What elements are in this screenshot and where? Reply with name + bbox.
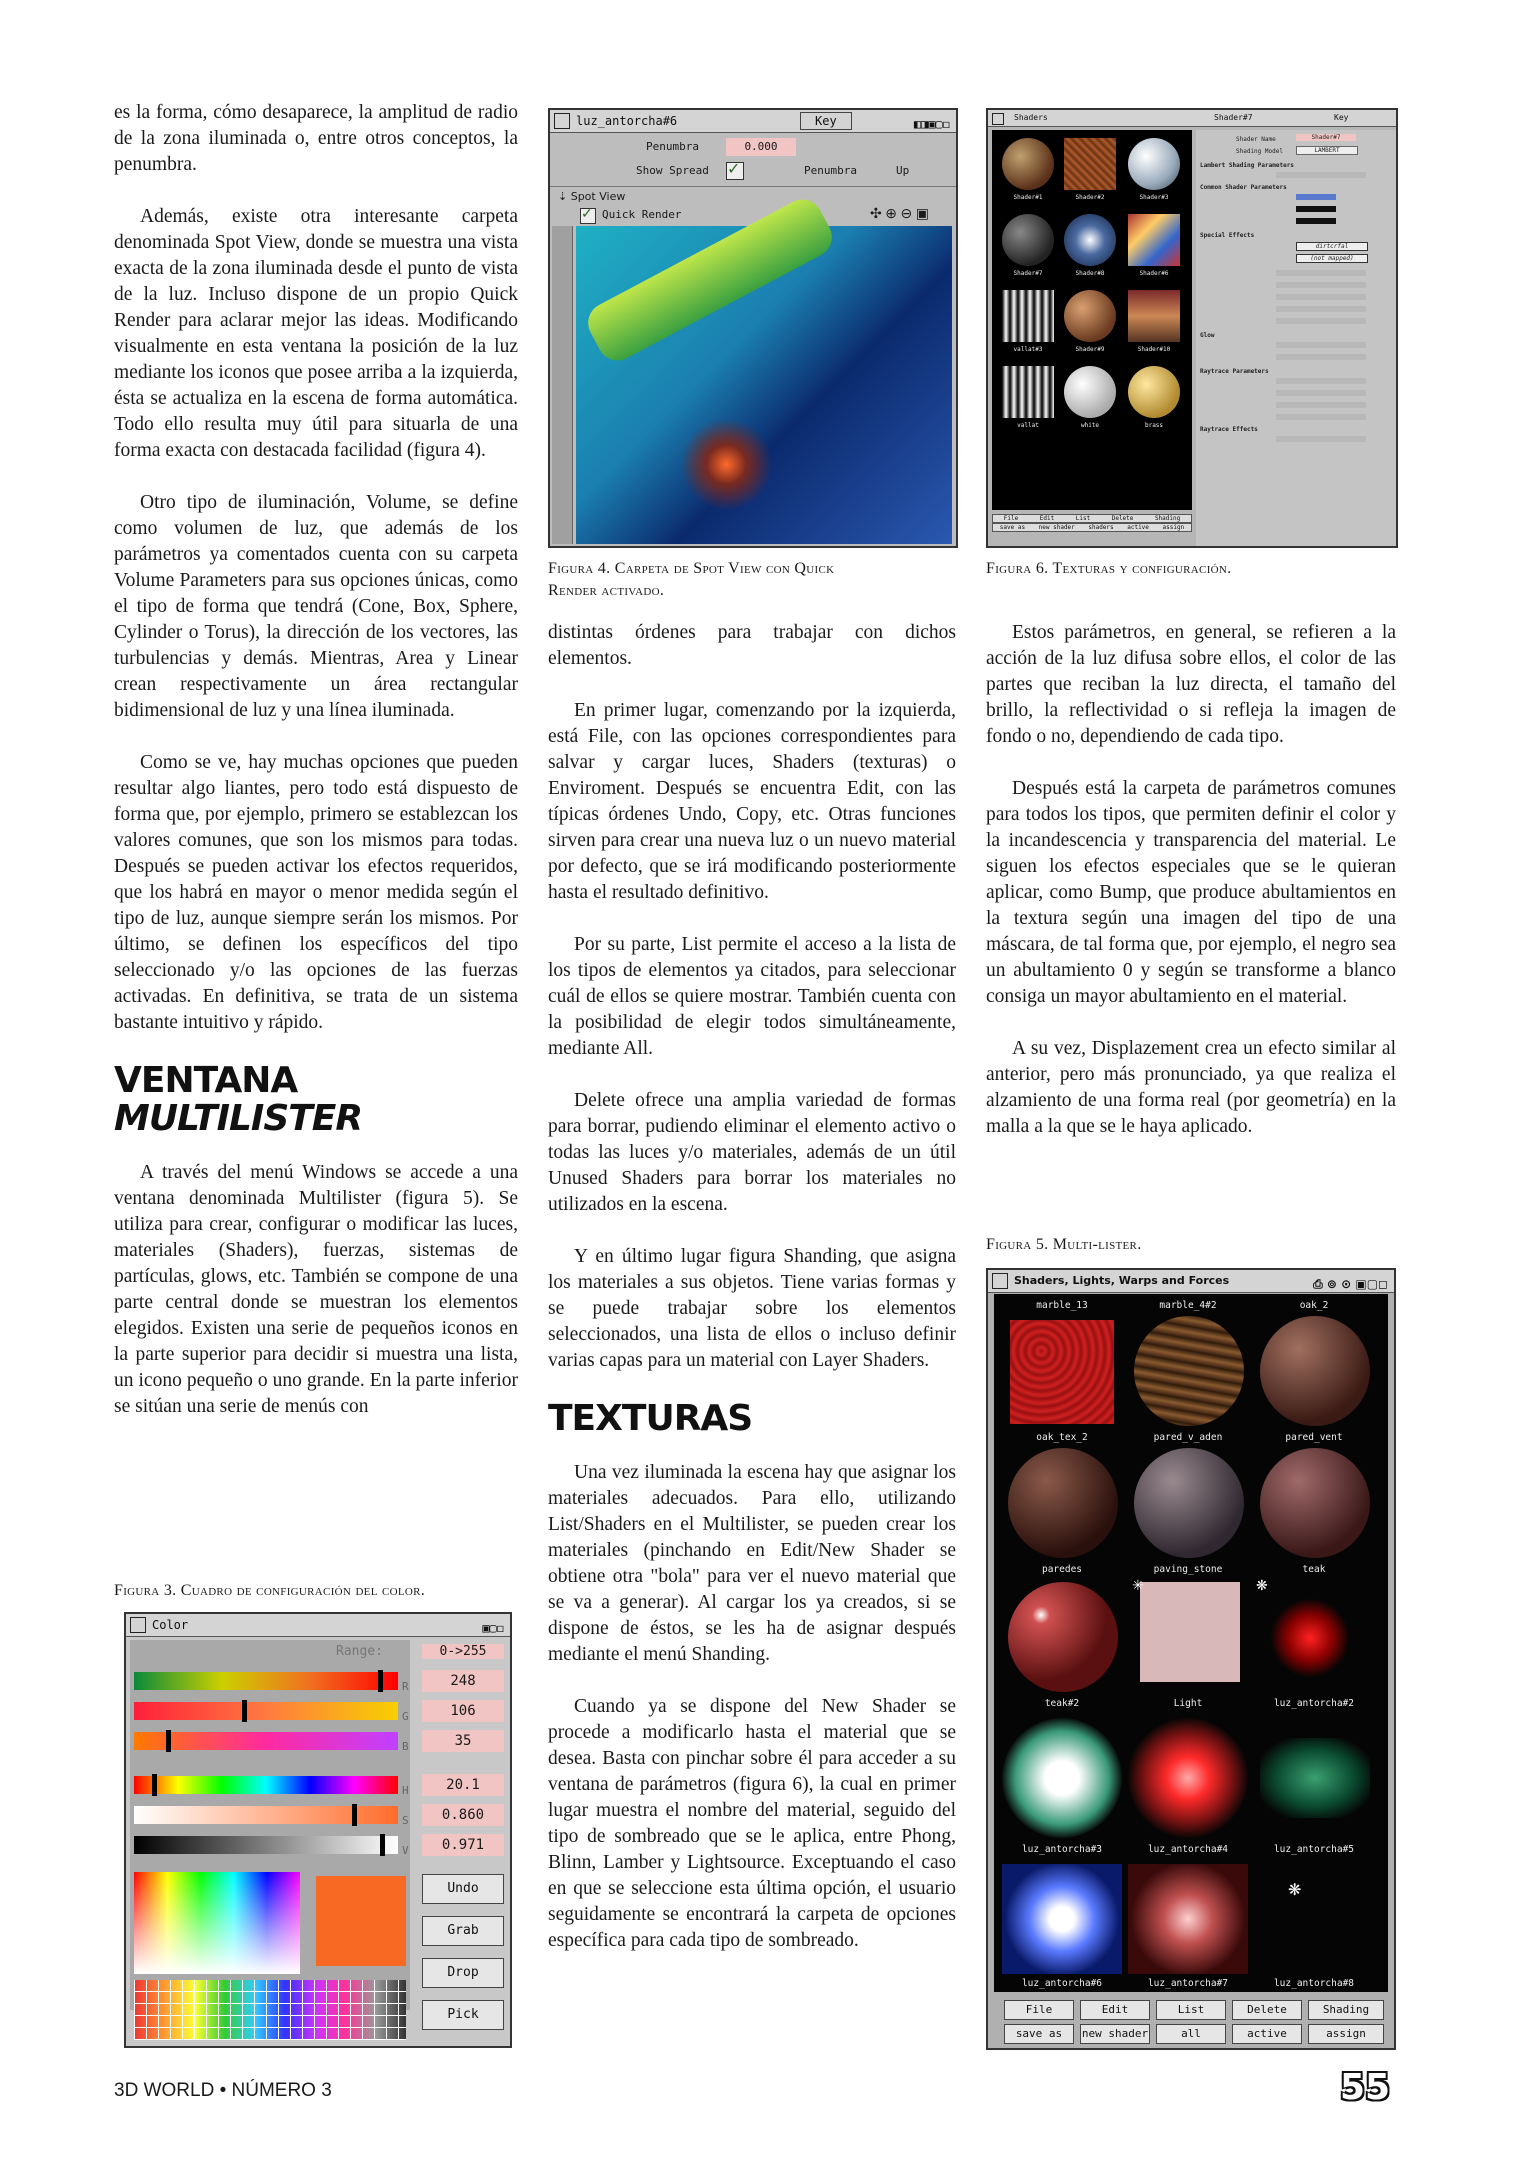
- shader-label: vallat#3: [1013, 346, 1043, 353]
- param-row[interactable]: [1276, 390, 1366, 396]
- close-icon[interactable]: [554, 113, 570, 129]
- bump-map-field[interactable]: dirtcrfal: [1296, 242, 1368, 251]
- shader-ball[interactable]: [1128, 290, 1180, 342]
- window-controls-icon[interactable]: ◧◨▣▢◻: [913, 117, 950, 131]
- shader-label: Shader#7: [1013, 270, 1043, 277]
- param-row[interactable]: [1276, 318, 1366, 324]
- section-special-effects[interactable]: Special Effects: [1200, 232, 1255, 239]
- shader-ball[interactable]: [1064, 214, 1116, 266]
- slider-handle[interactable]: [152, 1774, 157, 1796]
- shader-label: luz_antorcha#7: [1147, 1978, 1229, 1989]
- shader-ball[interactable]: [1064, 290, 1116, 342]
- light-swatch[interactable]: [1140, 1582, 1240, 1682]
- figure-4-caption-line-1: Figura 4. Carpeta de Spot View con Quick: [548, 560, 835, 577]
- saturation-value-field[interactable]: 0.860: [422, 1804, 504, 1826]
- quick-render-label: Quick Render: [602, 208, 682, 221]
- section-raytrace-parameters[interactable]: Raytrace Parameters: [1200, 368, 1269, 375]
- shader-label: teak: [1302, 1564, 1326, 1575]
- param-row[interactable]: [1276, 306, 1366, 312]
- shader-window-title: Shader#7: [1214, 113, 1253, 122]
- divider: [550, 186, 956, 187]
- hue-slider[interactable]: [134, 1776, 398, 1794]
- transparency-swatch[interactable]: [1296, 218, 1336, 224]
- menu-assign[interactable]: assign: [1162, 524, 1185, 531]
- shading-model-label: Shading Model: [1236, 148, 1283, 155]
- menu-file[interactable]: File: [1004, 2000, 1074, 2020]
- menu-all[interactable]: all: [1156, 2024, 1226, 2044]
- shader-ball[interactable]: [1064, 138, 1116, 190]
- menu-delete[interactable]: Delete: [1111, 515, 1134, 522]
- param-row[interactable]: [1276, 436, 1366, 442]
- up-label: Up: [896, 164, 910, 177]
- sparkle-icon: ✳: [1132, 1579, 1144, 1594]
- shader-name-field[interactable]: Shader#7: [1296, 134, 1356, 141]
- grab-button[interactable]: Grab: [422, 1916, 504, 1946]
- menu-shading[interactable]: Shading: [1154, 515, 1181, 522]
- value-slider[interactable]: [134, 1836, 398, 1854]
- sparkle-icon: ❋: [1288, 1882, 1302, 1899]
- col1-paragraph-3: Otro tipo de iluminación, Volume, se define como volumen de luz, que además de los parámetros ya comentados cuenta con su carpeta Volume Parameters para sus opciones únicas, como el tipo de forma que tendrá (Cone, Box, Sphere, Cylinder o Torus), la dirección de los vectores, las turbulencias y demás. Mientras, Area y Linear crean respectivamente un área rectangular bidimensional de luz y una línea iluminada.: [114, 492, 518, 721]
- col1-paragraph-5: A través del menú Windows se accede a una ventana denominada Multilister (figura 5). Se utiliza para crear, configurar o modificar las luces, materiales (Shaders), fuerzas, sistemas de partículas, glows, etc. También se compone de una parte central donde se muestran los elementos elegidos. Existen una serie de pequeños iconos en la parte superior para decidir si muestra una lista, un icono pequeño o uno grande. En la parte inferior se sitúan una serie de menús con: [114, 1162, 518, 1417]
- shader-label: oak_tex_2: [1036, 1432, 1088, 1443]
- col1-paragraph-1: es la forma, cómo desaparece, la amplitud de radio de la zona iluminada o, entre otros conceptos, la penumbra.: [114, 102, 518, 175]
- drop-button[interactable]: Drop: [422, 1958, 504, 1988]
- shader-label: Shader#1: [1013, 194, 1043, 201]
- shader-label: pared_vent: [1285, 1432, 1343, 1443]
- window-controls-icon[interactable]: ▣▢◻: [482, 1621, 504, 1635]
- key-button[interactable]: Key: [800, 112, 852, 130]
- color-preview-swatch: [316, 1876, 406, 1966]
- shader-ball[interactable]: [1134, 1448, 1244, 1558]
- menu-shaders[interactable]: shaders: [1088, 524, 1114, 531]
- shader-ball[interactable]: [1128, 366, 1180, 418]
- shader-ball[interactable]: [1002, 214, 1054, 266]
- shader-name-label: Shader Name: [1236, 136, 1276, 143]
- light-glow[interactable]: [1002, 1718, 1122, 1838]
- shader-label: Light: [1173, 1698, 1203, 1709]
- shader-label: luz_antorcha#5: [1273, 1844, 1355, 1855]
- shader-ball[interactable]: [1260, 1316, 1370, 1426]
- close-icon[interactable]: [992, 113, 1004, 125]
- channel-label: R: [402, 1680, 409, 1693]
- param-row[interactable]: [1276, 270, 1366, 276]
- shader-label: paredes: [1041, 1564, 1083, 1575]
- column-3: [986, 620, 1396, 1166]
- light-glow[interactable]: [1260, 1738, 1370, 1818]
- shader-label: marble_4#2: [1159, 1300, 1217, 1311]
- col2-paragraph-7: Cuando ya se dispone del New Shader se procede a modificarlo hasta el material que se desea. Basta con pinchar sobre él para acceder a su ventana de parámetros (figura 6), la cual en primer lugar muestra el nombre del material, seguido del tipo de sombreado que se le aplica, entre Phong, Blinn, Lamber y Lightsource. Exceptuando el caso en que se seleccione esta última opción, el usuario seguidamente se encontrará la carpeta de opciones específica para cada tipo de sombreado.: [548, 1696, 956, 1951]
- col2-paragraph-3: Por su parte, List permite el acceso a la lista de los tipos de elementos ya citados, para seleccionar cuál de ellos se quiere mostrar. También cuenta con la posibilidad de elegir todos simultáneamente, mediante All.: [548, 934, 956, 1059]
- figure-6-textures-window: [986, 108, 1398, 548]
- incandescence-swatch[interactable]: [1296, 206, 1336, 212]
- shader-label: pared_v_aden: [1153, 1432, 1223, 1443]
- column-2: [548, 620, 956, 1980]
- displacement-map-field[interactable]: (not mapped): [1296, 254, 1368, 263]
- shader-label: oak_2: [1299, 1300, 1329, 1311]
- penumbra-value-field[interactable]: 0.000: [726, 138, 796, 156]
- shader-label: luz_antorcha#8: [1273, 1978, 1355, 1989]
- param-row[interactable]: [1276, 354, 1366, 360]
- menu-assign[interactable]: assign: [1308, 2024, 1384, 2044]
- shader-label: vallat: [1017, 422, 1039, 429]
- saturation-slider[interactable]: [134, 1806, 398, 1824]
- param-row[interactable]: [1276, 172, 1366, 178]
- slider-handle[interactable]: [380, 1834, 385, 1856]
- range-value: 0->255: [422, 1644, 504, 1659]
- col2-paragraph-4: Delete ofrece una amplia variedad de formas para borrar, pudiendo eliminar el elemento activo o todas las luces y/o materiales, además de un útil Unused Shaders para borrar los materiales no utilizados en la escena.: [548, 1090, 956, 1215]
- light-glow[interactable]: [1270, 1598, 1350, 1678]
- red-value-field[interactable]: 248: [422, 1670, 504, 1692]
- shader-label: luz_antorcha#6: [1021, 1978, 1103, 1989]
- param-row[interactable]: [1276, 414, 1366, 420]
- window-titlebar: [550, 110, 956, 133]
- col3-paragraph-3: A su vez, Displazement crea un efecto similar al anterior, pero más pronunciado, ya que realiza el alzamiento de una forma real (por geometría) en la malla a la que se le haya aplicado.: [986, 1038, 1396, 1137]
- shader-label: luz_antorcha#4: [1147, 1844, 1229, 1855]
- scrollbar[interactable]: [552, 226, 573, 544]
- color-palette-grid[interactable]: [134, 1980, 406, 2040]
- red-slider[interactable]: [134, 1672, 398, 1690]
- menu-new-shader[interactable]: new shader: [1038, 524, 1075, 531]
- col1-paragraph-4: Como se ve, hay muchas opciones que pueden resultar algo liantes, pero todo está dispuesto de forma que, por ejemplo, primero se establezcan los valores comunes, que son los mismos para todas. Después se pueden activar los efectos requeridos, que los habrá en mayor o menor medida según el tipo de luz, aunque siempre serán los mismos. Por último, se definen los específicos del tipo seleccionado y/o las opciones de las fuerzas activadas. En definitiva, se trata de un sistema bastante intuitivo y rápido.: [114, 752, 518, 1033]
- channel-label: G: [402, 1710, 409, 1723]
- shader-label: Shader#3: [1139, 194, 1169, 201]
- shaders-title: Shaders: [1014, 113, 1048, 122]
- menu-active[interactable]: active: [1232, 2024, 1302, 2044]
- col2-paragraph-5: Y en último lugar figura Shanding, que asigna los materiales a sus objetos. Tiene varias formas y se puede trabajar sobre los elementos seleccionados, una lista de ellos o incluso definir varias capas para un material con Layer Shaders.: [548, 1246, 956, 1371]
- col2-paragraph-2: En primer lugar, comenzando por la izquierda, está File, con las opciones correspondientes para salvar y cargar luces, Shaders (texturas) o Enviroment. Después se encuentra Edit, con las típicas órdenes Undo, Copy, etc. Otras funciones sirven para crear una nueva luz o un nuevo material por defecto, que se irá modificando posteriormente hasta el resultado definitivo.: [548, 700, 956, 903]
- shader-ball[interactable]: [1260, 1448, 1370, 1558]
- folder-toggle-icon[interactable]: ⇣: [558, 190, 571, 203]
- param-row[interactable]: [1276, 294, 1366, 300]
- figure-6-caption: Figura 6. Texturas y configuración.: [986, 560, 1232, 577]
- value-value-field[interactable]: 0.971: [422, 1834, 504, 1856]
- parameters-panel: [1196, 130, 1396, 546]
- window-title: Color: [152, 1618, 189, 1632]
- figure-5-caption: Figura 5. Multi-lister.: [986, 1236, 1142, 1253]
- shader-label: brass: [1144, 422, 1164, 429]
- slider-handle[interactable]: [242, 1700, 247, 1722]
- close-icon[interactable]: [992, 1273, 1008, 1289]
- window-titlebar: [126, 1614, 510, 1637]
- footer-publication: 3D WORLD • NÚMERO 3: [114, 2080, 332, 2101]
- undo-button[interactable]: Undo: [422, 1874, 504, 1904]
- figure-3-caption: Figura 3. Cuadro de configuración del color.: [114, 1582, 426, 1599]
- heading-line-2: MULTILISTER: [114, 1098, 363, 1139]
- menu-save-as[interactable]: save as: [999, 524, 1026, 531]
- window-title: luz_antorcha#6: [576, 114, 678, 128]
- key-label: Key: [1334, 113, 1349, 122]
- menu-edit[interactable]: Edit: [1039, 515, 1055, 522]
- shading-model-select[interactable]: LAMBERT: [1296, 146, 1358, 155]
- shader-label: luz_antorcha#2: [1273, 1698, 1355, 1709]
- menu-new-shader[interactable]: new shader: [1080, 2024, 1150, 2044]
- col2-paragraph-1: distintas órdenes para trabajar con dichos elementos.: [548, 622, 956, 669]
- shader-label: paving_stone: [1153, 1564, 1223, 1575]
- light-glow[interactable]: [1128, 1864, 1248, 1974]
- hue-value-field[interactable]: 20.1: [422, 1774, 504, 1796]
- menu-active[interactable]: active: [1127, 524, 1149, 531]
- shader-ball[interactable]: [1008, 1582, 1118, 1692]
- section-glow[interactable]: Glow: [1200, 332, 1215, 339]
- figure-4-caption-line-2: Render activado.: [548, 582, 665, 599]
- slider-handle[interactable]: [166, 1730, 171, 1752]
- quick-render-checkbox[interactable]: ✓: [580, 208, 596, 224]
- page-number-text: 55: [1340, 2067, 1391, 2108]
- penumbra-label: Penumbra: [646, 140, 699, 153]
- figure-4-caption: [548, 558, 968, 602]
- green-value-field[interactable]: 106: [422, 1700, 504, 1722]
- window-controls-icon[interactable]: ⎙ ⊚ ⊙ ▣▢◻: [1313, 1277, 1388, 1291]
- shader-label: Shader#2: [1075, 194, 1105, 201]
- shader-ball[interactable]: [1128, 138, 1180, 190]
- section-lambert[interactable]: Lambert Shading Parameters: [1200, 162, 1294, 169]
- shader-ball[interactable]: [1064, 366, 1116, 418]
- shader-label: luz_antorcha#3: [1021, 1844, 1103, 1855]
- color-wheel-spectrum[interactable]: [134, 1872, 300, 1974]
- shader-swatch[interactable]: [1010, 1320, 1114, 1424]
- param-row[interactable]: [1276, 282, 1366, 288]
- menu-save-as[interactable]: save as: [1004, 2024, 1074, 2044]
- figure-5-multilister-window: [986, 1268, 1396, 2050]
- window-titlebar: [988, 110, 1396, 127]
- color-swatch[interactable]: [1296, 194, 1336, 200]
- channel-label: B: [402, 1740, 409, 1753]
- col3-paragraph-1: Estos parámetros, en general, se refieren a la acción de la luz difusa sobre ellos, el color de las partes que reciban la luz directa, el tamaño del brillo, la reflectividad o si refleja la imagen de fondo o no, dependiendo de cada tipo.: [986, 622, 1396, 747]
- shader-ball[interactable]: [1134, 1316, 1244, 1426]
- shader-label: Shader#9: [1075, 346, 1105, 353]
- menu-shading[interactable]: Shading: [1308, 2000, 1384, 2020]
- shader-label: Shader#8: [1075, 270, 1105, 277]
- light-glow[interactable]: [1002, 1864, 1122, 1974]
- param-row[interactable]: [1276, 402, 1366, 408]
- move-light-icon[interactable]: ✣ ⊕ ⊖ ▣: [870, 207, 929, 222]
- close-icon[interactable]: [130, 1617, 146, 1633]
- col3-paragraph-2: Después está la carpeta de parámetros comunes para todos los tipos, que permiten definir el color y la incandescencia y transparencia del material. Le siguen los efectos especiales que se le quieran aplicar, como Bump, que produce abultamientos en la textura según una imagen del tipo de una máscara, de tal forma que, por ejemplo, el negro sea un abultamiento 0 y según se transforme a blanco consiga un mayor abultamiento en el material.: [986, 778, 1396, 1007]
- heading-line-1: VENTANA: [114, 1060, 298, 1101]
- blue-slider[interactable]: [134, 1732, 398, 1750]
- spot-view-label: Spot View: [570, 190, 626, 203]
- blue-value-field[interactable]: 35: [422, 1730, 504, 1752]
- shader-ball[interactable]: [1128, 214, 1180, 266]
- show-spread-checkbox[interactable]: ✓: [726, 162, 744, 180]
- shader-ball[interactable]: [1002, 290, 1054, 342]
- green-slider[interactable]: [134, 1702, 398, 1720]
- section-heading-multilister: [114, 1062, 518, 1138]
- menu-edit[interactable]: Edit: [1080, 2000, 1150, 2020]
- shader-label: Shader#10: [1137, 346, 1171, 353]
- column-1: [114, 100, 518, 1446]
- page-number: [1340, 2066, 1396, 2110]
- col2-paragraph-6: Una vez iluminada la escena hay que asignar los materiales adecuados. Para ello, utilizando List/Shaders en el Multilister, se pueden crear los materiales (pinchando en Edit/New Shader se obtiene otra "bola" para ver el nuevo material que se va a generar). Al cargar los ya creados, si se dispone de éstos, se les ha de asignar después mediante el menú Shanding.: [548, 1462, 956, 1665]
- shader-label: white: [1080, 422, 1100, 429]
- shader-ball[interactable]: [1002, 138, 1054, 190]
- light-glow[interactable]: [1128, 1718, 1248, 1838]
- section-raytrace-effects[interactable]: Raytrace Effects: [1200, 426, 1258, 433]
- pick-button[interactable]: Pick: [422, 2000, 504, 2030]
- channel-label: V: [402, 1844, 409, 1857]
- figure-3-color-window: [124, 1612, 512, 2048]
- channel-label: S: [402, 1814, 409, 1827]
- shader-label: teak#2: [1044, 1698, 1080, 1709]
- shader-label: marble_13: [1036, 1300, 1088, 1311]
- window-titlebar: [988, 1270, 1394, 1293]
- section-heading-texturas: TEXTURAS: [548, 1398, 753, 1439]
- param-row[interactable]: [1276, 342, 1366, 348]
- slider-handle[interactable]: [378, 1670, 383, 1692]
- section-common[interactable]: Common Shader Parameters: [1200, 184, 1287, 191]
- menu-delete[interactable]: Delete: [1232, 2000, 1302, 2020]
- menu-list[interactable]: List: [1075, 515, 1091, 522]
- penumbra-label-2: Penumbra: [804, 164, 857, 177]
- col1-paragraph-2: Además, existe otra interesante carpeta denominada Spot View, donde se muestra una vista exacta de la zona iluminada desde el punto de vista de la luz. Incluso dispone de un propio Quick Render para aclarar mejor las ideas. Modificando visualmente en esta ventana la posición de la luz mediante los iconos que posee arriba a la izquierda, ésta se actualiza en la escena de forma automática. Todo ello resulta muy útil para situarla de una forma exacta con destacada facilidad (figura 4).: [114, 206, 518, 461]
- shader-ball[interactable]: [1008, 1448, 1118, 1558]
- range-label: Range:: [336, 1644, 383, 1659]
- spot-view-folder[interactable]: [558, 190, 625, 203]
- shader-ball[interactable]: [1002, 366, 1054, 418]
- window-title: Shaders, Lights, Warps and Forces: [1014, 1274, 1230, 1287]
- sparkle-icon: ❋: [1256, 1579, 1268, 1594]
- shader-label: Shader#6: [1139, 270, 1169, 277]
- shader-menu: [992, 514, 1192, 532]
- param-row[interactable]: [1276, 378, 1366, 384]
- figure-4-spot-view-window: [548, 108, 958, 548]
- menu-list[interactable]: List: [1156, 2000, 1226, 2020]
- slider-handle[interactable]: [352, 1804, 357, 1826]
- show-spread-label: Show Spread: [636, 164, 709, 177]
- channel-label: H: [402, 1784, 409, 1797]
- menu-file[interactable]: File: [1003, 515, 1019, 522]
